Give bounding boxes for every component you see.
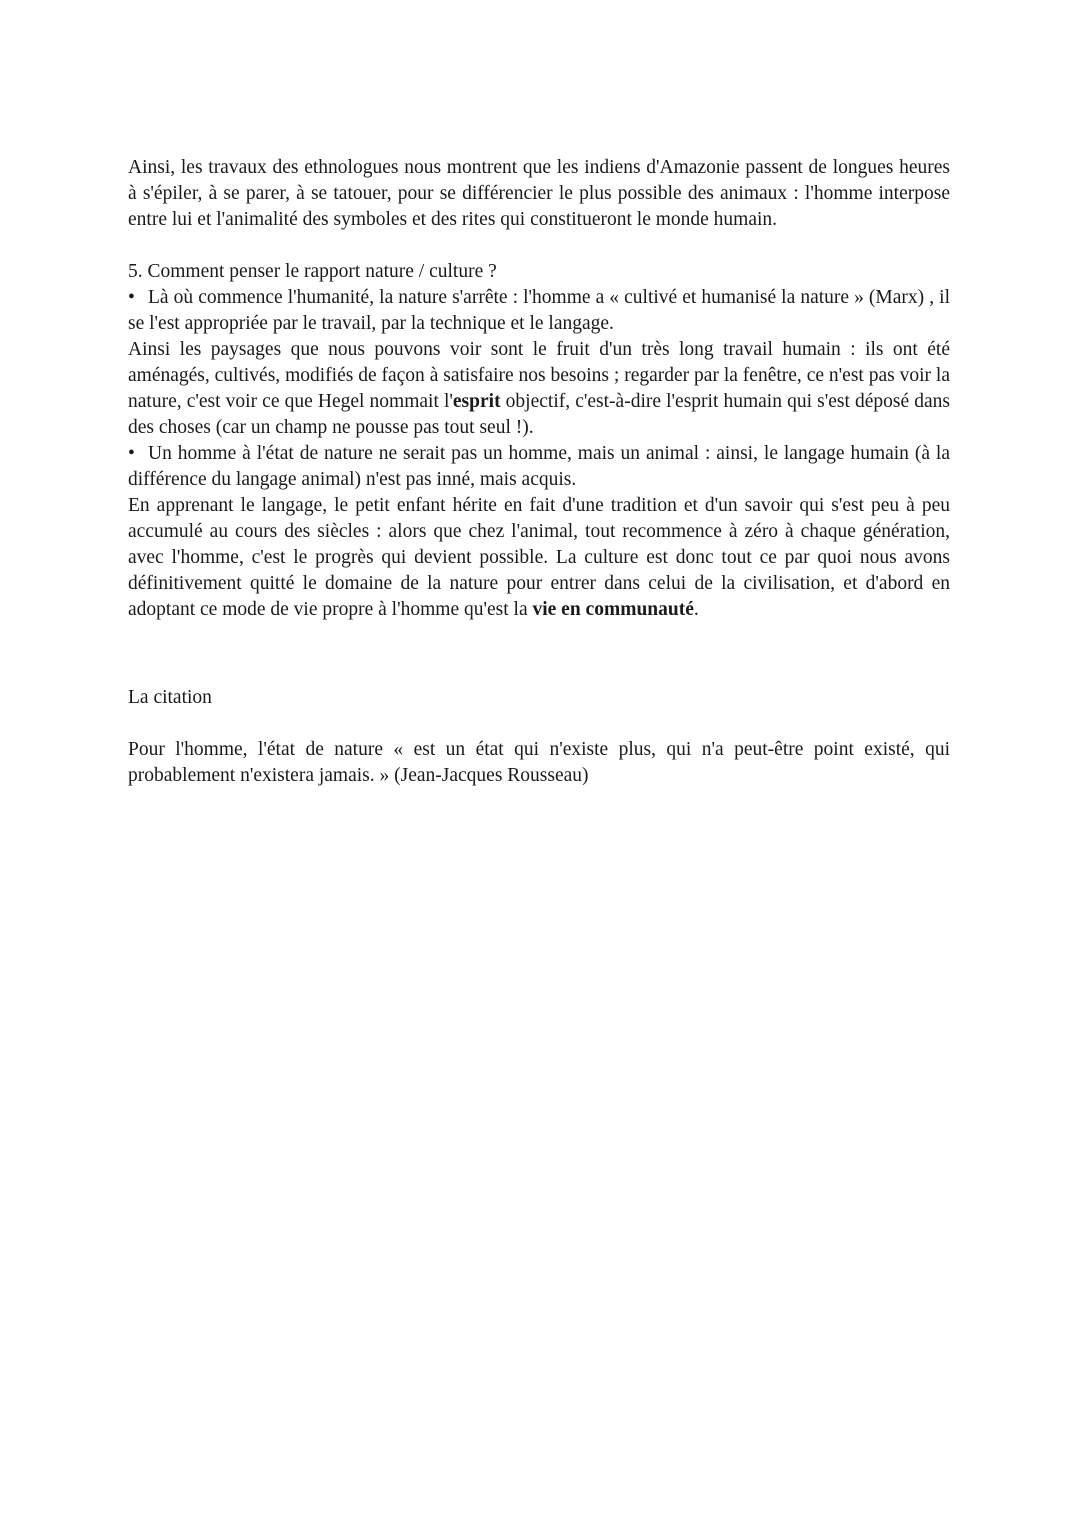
section-heading: 5. Comment penser le rapport nature / culture ? [128,261,497,282]
citation-quote: Pour l'homme, l'état de nature « est un état qui n'existe plus, qui n'a peut-être point existé, qui probablement n'existera jamais. » (Jean-Jacques Rousseau) [128,739,950,786]
paragraph-language-text-b: . [693,599,699,620]
intro-paragraph: Ainsi, les travaux des ethnologues nous montrent que les indiens d'Amazonie passent de longues heures à s'épiler, à se parer, à se tatouer, pour se différencier le plus possible des animaux : l'homme interpose entre lui et l'animalité des symboles et des rites qui constitueront le monde humain. [128,157,950,230]
bold-term-esprit: esprit [452,391,501,412]
bullet-item-2 [128,441,950,493]
bullet-icon: • [128,443,135,464]
paragraph-landscapes-text-a: Ainsi les paysages que nous pouvons voir sont le fruit d'un très long travail humain : ils ont été aménagés, cultivés, modifiés de façon à satisfaire nos besoins ; regarder par la fenêtre, ce n'est pas voir la nature, c'est voir ce que Hegel nommait l' [128,339,950,412]
bullet-item-1 [128,285,950,337]
paragraph-language [128,493,950,623]
bullet-icon: • [128,287,135,308]
paragraph-language-text-a: En apprenant le langage, le petit enfant hérite en fait d'une tradition et d'un savoir qui s'est peu à peu accumulé au cours des siècles : alors que chez l'animal, tout recommence à zéro à chaque génération, avec l'homme, c'est le progrès qui devient possible. La culture est donc tout ce par quoi nous avons définitivement quitté le domaine de la nature pour entrer dans celui de la civilisation, et d'abord en adoptant ce mode de vie propre à l'homme qu'est la [128,495,950,620]
paragraph-landscapes-text-b: objectif, c'est-à-dire l'esprit humain qui s'est déposé dans des choses (car un champ ne pousse pas tout seul !). [128,391,950,438]
bold-term-community: vie en communauté [532,599,694,620]
citation-title: La citation [128,687,212,708]
bullet-item-1-text: Là où commence l'humanité, la nature s'arrête : l'homme a « cultivé et humanisé la nature » (Marx) , il se l'est appropriée par le travail, par la technique et le langage. [128,287,950,334]
paragraph-landscapes [128,337,950,441]
document-body [128,155,950,789]
bullet-item-2-text: Un homme à l'état de nature ne serait pas un homme, mais un animal : ainsi, le langage humain (à la différence du langage animal) n'est pas inné, mais acquis. [128,443,950,490]
